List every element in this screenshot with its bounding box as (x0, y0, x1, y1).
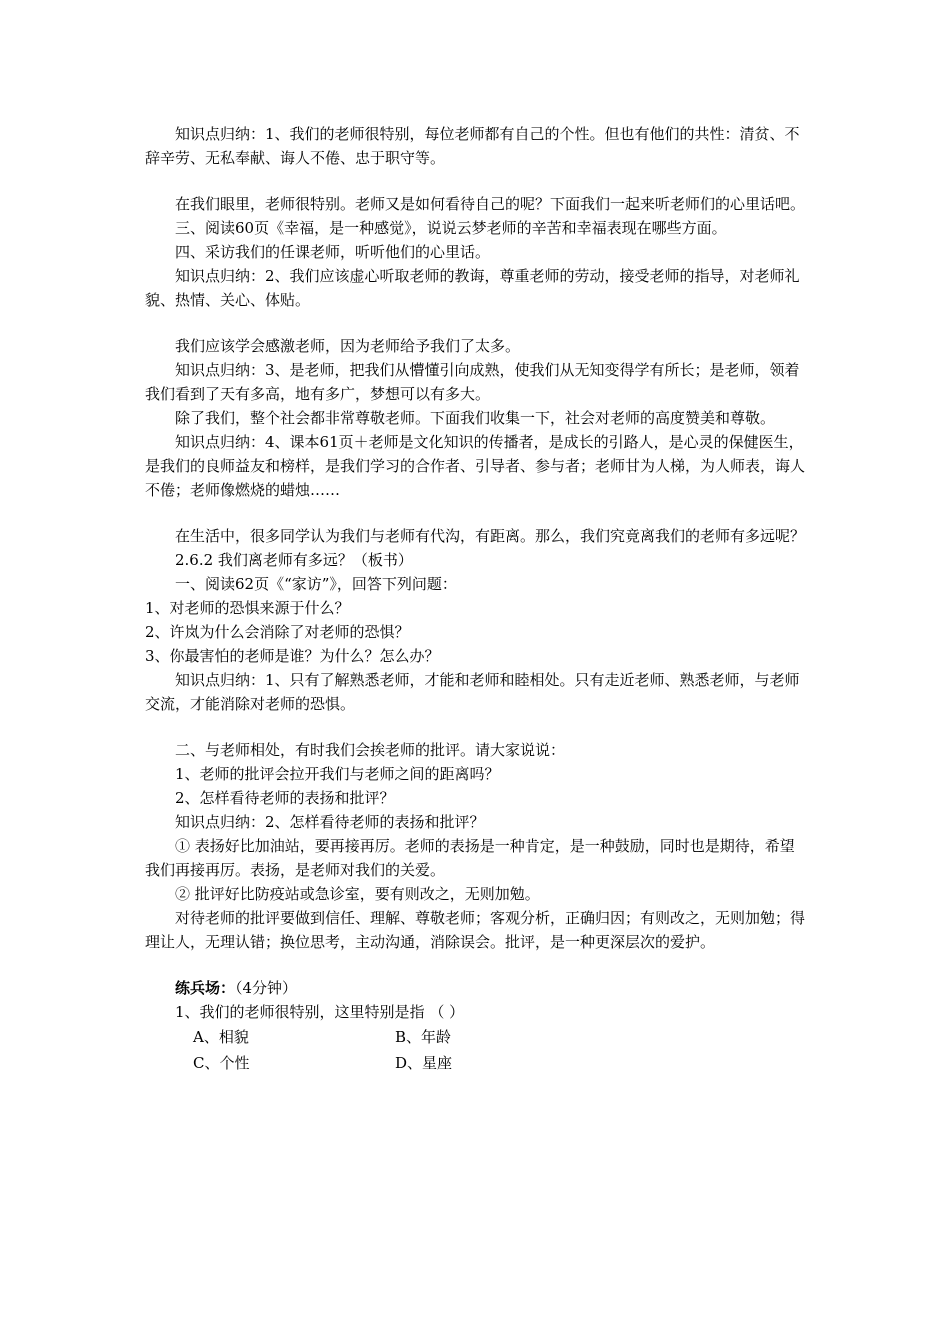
paragraph: 知识点归纳：1、我们的老师很特别，每位老师都有自己的个性。但也有他们的共性：清贫、不辞辛劳、无私奉献、诲人不倦、忠于职守等。 (145, 125, 800, 167)
option-b: B、年龄 (395, 1028, 452, 1046)
practice-time: （4分钟） (235, 979, 298, 997)
options-row (145, 1024, 805, 1050)
paragraph: 对待老师的批评要做到信任、理解、尊敬老师；客观分析，正确归因；有则改之，无则加勉；得理让人，无理认错；换位思考，主动沟通，消除误会。批评，是一种更深层次的爱护。 (145, 909, 806, 951)
paragraph: 知识点归纳：2、怎样看待老师的表扬和批评？ (175, 813, 485, 831)
paragraph: 1、老师的批评会拉开我们与老师之间的距离吗？ (175, 765, 500, 783)
paragraph: 在生活中，很多同学认为我们与老师有代沟，有距离。那么，我们究竟离我们的老师有多远呢？ (175, 527, 806, 545)
practice-question: 1、我们的老师很特别，这里特别是指 （ ） (175, 1003, 465, 1021)
option-a: A、相貌 (193, 1028, 249, 1046)
paragraph: 知识点归纳：1、只有了解熟悉老师，才能和老师和睦相处。只有走近老师、熟悉老师，与老师交流，才能消除对老师的恐惧。 (145, 671, 800, 713)
paragraph: 四、采访我们的任课老师，听听他们的心里话。 (175, 243, 491, 261)
option-c: C、个性 (193, 1054, 250, 1072)
paragraph: 三、阅读60页《幸福，是一种感觉》，说说云梦老师的辛苦和幸福表现在哪些方面。 (175, 219, 727, 237)
paragraph: 知识点归纳：3、是老师，把我们从懵懂引向成熟，使我们从无知变得学有所长；是老师，领着我们看到了天有多高，地有多广，梦想可以有多大。 (145, 361, 800, 403)
paragraph: ① 表扬好比加油站，要再接再厉。老师的表扬是一种肯定，是一种鼓励，同时也是期待，希望我们再接再厉。表扬，是老师对我们的关爱。 (145, 837, 795, 879)
paragraph: 我们应该学会感激老师，因为老师给予我们了太多。 (175, 337, 521, 355)
question-item: 3、你最害怕的老师是谁？为什么？怎么办？ (145, 647, 440, 665)
section-heading: 2.6.2 我们离老师有多远？（板书） (175, 551, 413, 569)
practice-heading (145, 976, 805, 1000)
question-item: 2、许岚为什么会消除了对老师的恐惧？ (145, 623, 410, 641)
paragraph: 2、怎样看待老师的表扬和批评？ (175, 789, 395, 807)
paragraph: 知识点归纳：4、课本61页＋老师是文化知识的传播者，是成长的引路人，是心灵的保健医生，是我们的良师益友和榜样，是我们学习的合作者、引导者、参与者；老师甘为人梯，为人师表，诲人不倦；老师像燃烧的蜡烛…… (145, 433, 806, 499)
document-body (145, 122, 805, 1076)
paragraph: 在我们眼里，老师很特别。老师又是如何看待自己的呢？下面我们一起来听老师们的心里话吧。 (175, 195, 806, 213)
paragraph: 二、与老师相处，有时我们会挨老师的批评。请大家说说： (175, 741, 566, 759)
paragraph: 除了我们，整个社会都非常尊敬老师。下面我们收集一下，社会对老师的高度赞美和尊敬。 (175, 409, 776, 427)
paragraph: 知识点归纳：2、我们应该虚心听取老师的教诲，尊重老师的劳动，接受老师的指导，对老师礼貌、热情、关心、体贴。 (145, 267, 800, 309)
paragraph: 一、阅读62页《“家访”》，回答下列问题： (175, 575, 457, 593)
options-row (145, 1050, 805, 1076)
practice-title: 练兵场： (175, 979, 236, 997)
question-item: 1、对老师的恐惧来源于什么？ (145, 599, 350, 617)
paragraph: ② 批评好比防疫站或急诊室，要有则改之，无则加勉。 (175, 885, 540, 903)
option-d: D、星座 (395, 1054, 453, 1072)
